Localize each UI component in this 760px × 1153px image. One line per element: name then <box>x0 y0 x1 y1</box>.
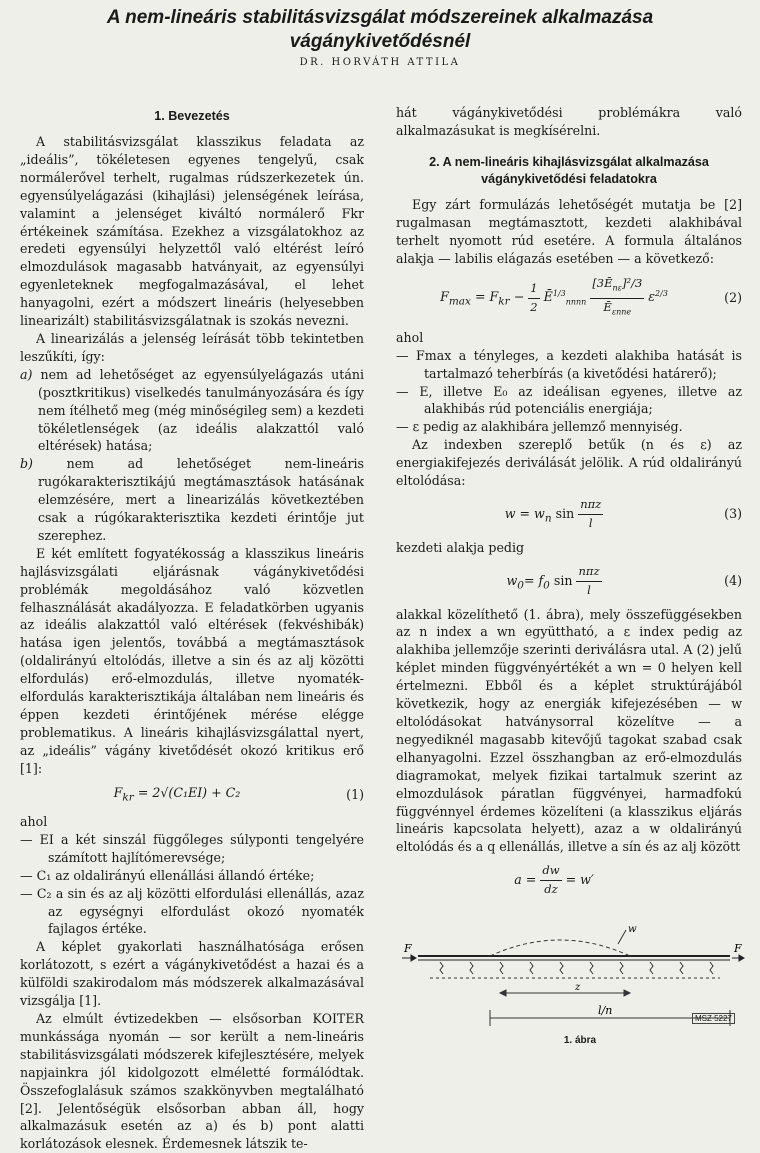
equation-number: (3) <box>724 506 742 522</box>
figure-caption: 1. ábra <box>563 1035 597 1046</box>
paragraph: kezdeti alakja pedig <box>396 539 525 555</box>
label-F-left: F <box>404 942 412 955</box>
figure-1-diagram <box>400 918 745 1053</box>
equation-1: $F_{kr} = 2√(C_1EI) + C_2$ (1) <box>113 784 364 804</box>
label-F-right: F <box>734 942 742 955</box>
paragraph: Az indexben szereplő betűk (n és ε) az energiakifejezés deriválását jelölik. A rúd oldalirányú eltolódása: <box>396 437 742 489</box>
equation-number: (4) <box>724 573 742 589</box>
w-indicator <box>618 930 626 944</box>
paragraph: A képlet gyakorlati használhatósága erősen korlátozott, s ezért a vágánykivetődést a hazai és a külföldi szakirodalom más módszerek alkalmazásával vizsgálja [1]. <box>20 939 364 1009</box>
title-line-1: A nem-lineáris stabilitásvizsgálat módszereinek alkalmazása <box>106 7 654 28</box>
paragraph: A stabilitásvizsgálat klasszikus feladata az „ideális”, tökéletesen egyenes tengelyű, csak normálerővel terhelt, rugalmas rúdszerkezetek ún. egyensúlyelágazási (kihajlási) jelenségének leírása, valamint a jelenséget kiváltó normálerő Fkr értékeinek számítása. Ezekhez a vizsgálatokhoz az eredeti egyensúlyi helyzettől való eltérést leíró elmozdulások magasabb hatványait, az egyensúlyi egyenleteknek megfogalmazásával, el lehet hanyagolni, ezért a módszert lineáris (helyesebben linearizált) stabilitásvizsgálatnak is szokás nevezni. <box>20 134 364 329</box>
label-z: z <box>575 982 581 993</box>
label-w: w <box>628 924 637 935</box>
paragraph: alakkal közelíthető (1. ábra), mely összefüggésekben az n index a wn együttható, a ε index pedig az alakhiba jellemzője szerinti deriválásra utal. A (2) jelű képlet minden függvényértékét a wn = 0 helyen kell értelmezni. Ebből és a képlet struktúrájából következik, hogy az energiák kifejezésében — w eltolódásokat hatványsorral közelítve — a negyediknél magasabb kitevőjű tagokat szabad csak elhanyagolni. Ezzel összhangban az erő-elmozdulás diagramokat, melyek fizikai tartalmuk szerint az elmozdulások páratlan függvényei, harmadfokú függvénnyel érdemes közelíteni (a klasszikus eljárás lineáris kapcsolata helyett), azaz a w oldalirányú eltolódás és a q ellenállás, illetve a sín és az alj között <box>396 606 742 855</box>
definition-item: — Fmax a tényleges, a kezdeti alakhiba hatását is tartalmazó teherbírás (a kivetődési határerő); <box>396 347 742 381</box>
rail-line <box>418 956 730 960</box>
definition-item: — E, illetve E₀ az ideálisan egyenes, illetve az alakhibás rúd potenciális energiája; <box>396 383 742 417</box>
equation-4: $w_0= f_0$ sin $\frac{\text{nπz}}{l}$ (4) <box>506 563 742 597</box>
deflected-shape <box>490 940 630 956</box>
paragraph: Az elmúlt évtizedekben — elsősorban KOITER munkássága nyomán — sor került a nem-lineáris stabilitásvizsgálati módszerek kifejlesztésére, melyek napjainkra jól kidolgozott elméletté formálódtak. Összefoglalásuk számos szakkönyvben megtalálható [2]. Jelentőségük elsősorban abban áll, hogy alkalmazásuk esetén az a) és b) pont alatti korlátozások elesnek. Érdemesnek látszik te- <box>20 1011 364 1152</box>
definition-item: — EI a két sinszál függőleges súlyponti tengelyére számított hajlítómerevsége; <box>20 831 364 865</box>
support-springs <box>430 962 720 978</box>
paragraph: E két említett fogyatékosság a klasszikus lineáris hajlásvizsgálati eljárásnak vágánykivetődési problémák megoldásához való közvetlen felhasználását akadályozza. E feladatkörben ugyanis az ideális alakzattól való eltérések (fekvéshibák) hatása igen jelentős, továbbá a megtámasztások (oldalirányú eltolódás, illetve a sin és az alj közötti elfordulás) erő-elmozdulás, illetve nyomaték-elfordulás karakterisztikája általában nem lineáris és éppen kezdeti érintőjének mérése elégge problematikus. A lineáris kihajlásvizsgálattal nyert, az „ideális” vágány kivetődését okozó kritikus erő [1]: <box>20 545 364 776</box>
definition-item: — ε pedig az alakhibára jellemző mennyiség. <box>396 419 683 435</box>
equation-3: $w = w_n$ sin $\frac{\text{nπz}}{l}$ (3) <box>504 497 742 530</box>
list-item-b: b) nem ad lehetőséget nem-lineáris rugókarakterisztikájú megtámasztások hatásának elemzésére, mert a linearizálás következtében csak a rúgókarakterisztika kezdeti érintője jut szerephez. <box>20 456 364 543</box>
equation-number: (1) <box>346 787 364 803</box>
paragraph: hát vágánykivetődési problémákra való alkalmazásukat is megkísérelni. <box>396 105 742 138</box>
equation-2: $F_{max} = F_{kr}$ − $\frac{1}{2}$ $Ē^{1/3}_{nnnn}$ $\frac{[3Ē_{n\varepsilon}]^2/3}{Ē_{\varepsilon nne}}$ $\varepsilon^{2/3}$ (2) <box>440 276 742 316</box>
equation-5: a = $\frac{dw}{dz}$ = w′ <box>514 863 594 897</box>
paragraph: Egy zárt formulázás lehetőségét mutatja be [2] rugalmasan megtámasztott, kezdeti alakhibával terhelt nyomott rúd esetére. A formula általános alakja — labilis elágazás esetében — a következő: <box>396 196 742 266</box>
article-title <box>20 6 740 54</box>
figure-stamp: MSZ 5227 <box>692 1013 735 1024</box>
section-heading-2: 2. A nem-lineáris kihajlásvizsgálat alkalmazása vágánykivetődési feladatokra <box>429 154 709 186</box>
right-column <box>396 104 742 905</box>
ahol-label: ahol <box>20 814 48 830</box>
section-heading-1: 1. Bevezetés <box>154 109 230 123</box>
author: DR. HORVÁTH ATTILA <box>299 57 461 68</box>
title-line-2: vágánykivetődésnél <box>289 31 471 52</box>
left-column <box>20 100 364 1153</box>
paragraph: A linearizálás a jelenség leírását több tekintetben leszűkíti, így: <box>20 330 364 364</box>
list-item-a: a) nem ad lehetőséget az egyensúlyelágazás utáni (posztkritikus) viselkedés tanulmányozására és így nem ítélhető meg (még minőségileg sem) a kezdeti tökéletlenségek (az ideális alakzattól való eltérések) hatása; <box>20 366 364 454</box>
ahol-label: ahol <box>396 329 424 345</box>
definition-item: — C₂ a sin és az alj közötti elfordulási ellenállás, azaz az egységnyi elfordulást okozó nyomaték fajlagos értéke. <box>20 885 364 937</box>
dimension-z <box>500 990 630 996</box>
equation-number: (2) <box>724 290 742 306</box>
label-l: l/n <box>598 1004 613 1017</box>
definition-item: — C₁ az oldalirányú ellenállási állandó értéke; <box>20 867 315 883</box>
